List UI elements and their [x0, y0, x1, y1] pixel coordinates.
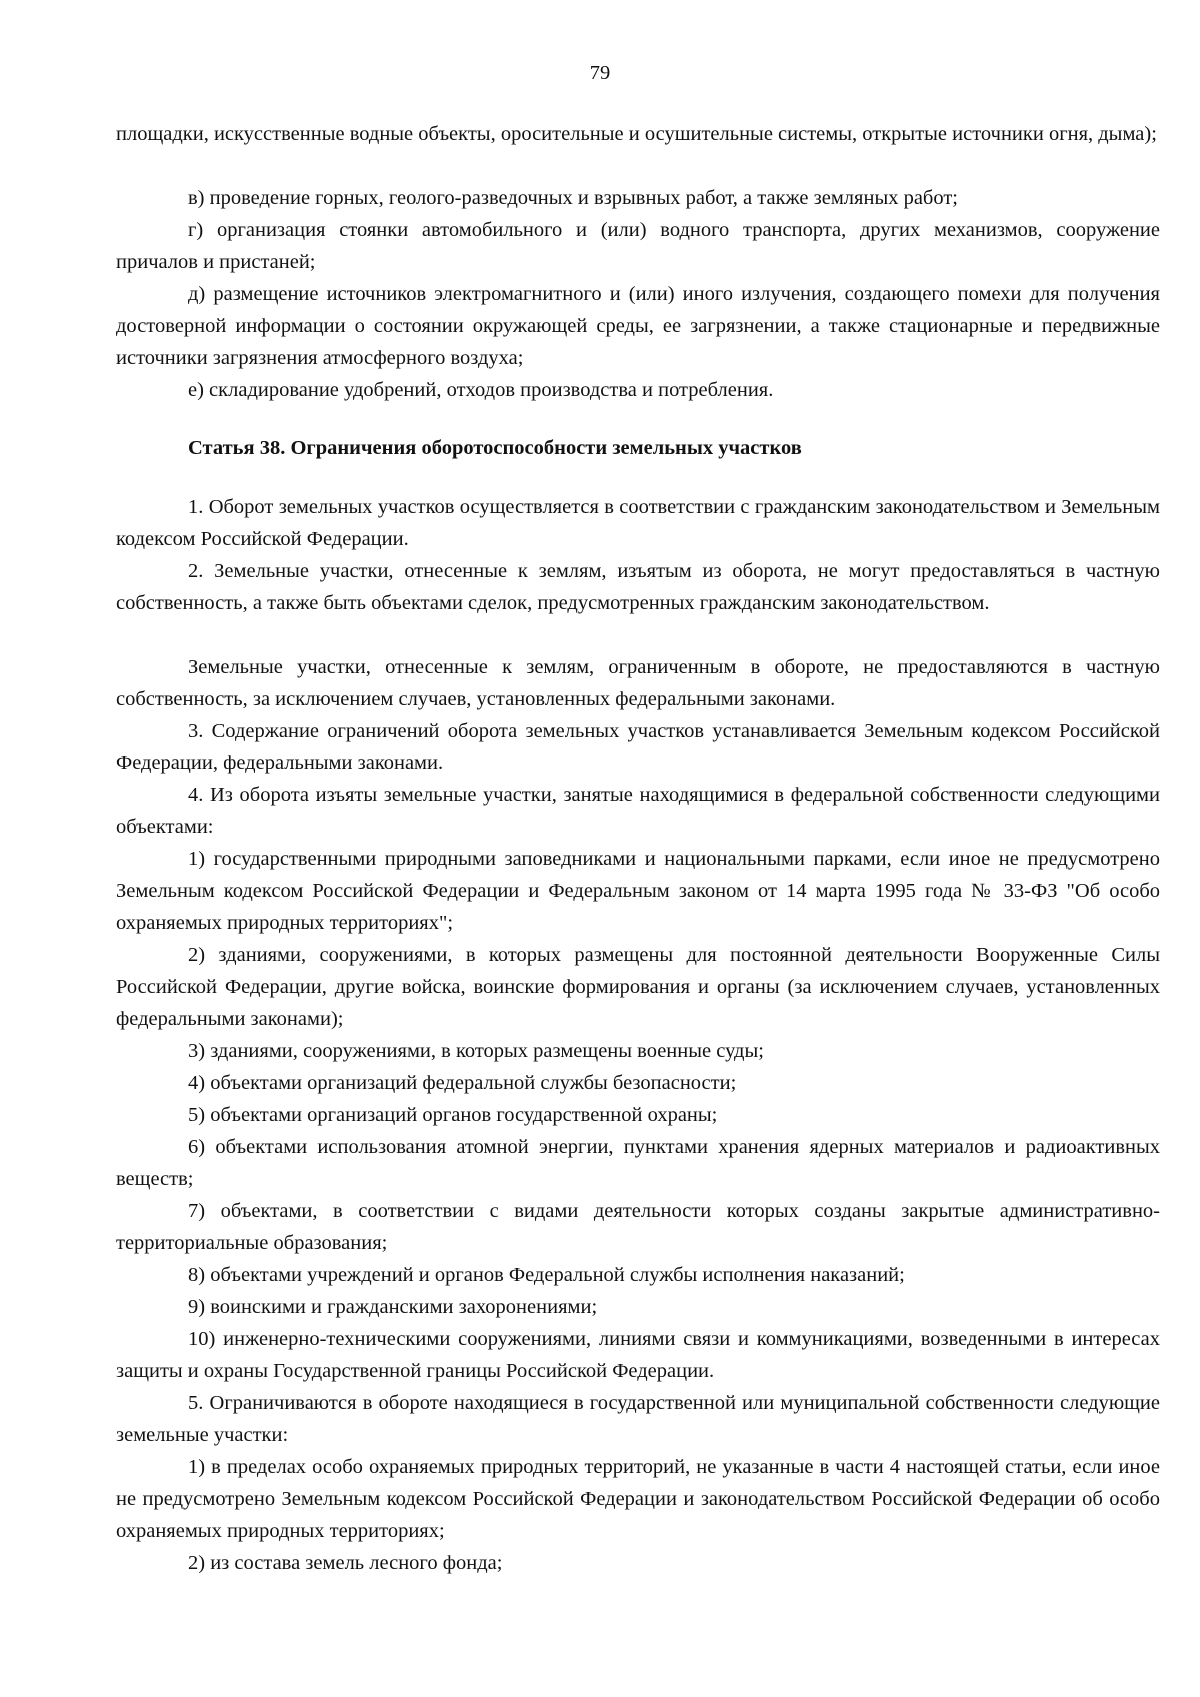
paragraph-part-1: 1. Оборот земельных участков осуществляется в соответствии с гражданским законодательством и Земельным кодексом Российской Федерации. [116, 496, 1160, 550]
paragraph-part-2-continued: Земельные участки, отнесенные к землям, ограниченным в обороте, не предоставляются в частную собственность, за исключением случаев, установленных федеральными законами. [116, 656, 1160, 710]
paragraph-item-e: е) складирование удобрений, отходов производства и потребления. [188, 379, 774, 401]
paragraph-item-v: в) проведение горных, геолого-разведочных и взрывных работ, а также земляных работ; [188, 187, 959, 209]
list-item-4-3: 3) зданиями, сооружениями, в которых размещены военные суды; [188, 1040, 764, 1062]
paragraph-item-g: г) организация стоянки автомобильного и (или) водного транспорта, других механизмов, сооружение причалов и пристаней; [116, 219, 1160, 273]
page-number: 79 [589, 62, 611, 84]
list-item-4-4: 4) объектами организаций федеральной службы безопасности; [188, 1072, 737, 1094]
paragraph-part-4: 4. Из оборота изъяты земельные участки, занятые находящимися в федеральной собственности следующими объектами: [116, 784, 1160, 838]
list-item-4-2: 2) зданиями, сооружениями, в которых размещены для постоянной деятельности Вооруженные Силы Российской Федерации, другие войска, воинские формирования и органы (за исключением случаев, установленных федеральными законами); [116, 944, 1160, 1030]
list-item-4-1: 1) государственными природными заповедниками и национальными парками, если иное не предусмотрено Земельным кодексом Российской Федерации и Федеральным законом от 14 марта 1995 года № 33-ФЗ "Об особо охраняемых природных территориях"; [116, 848, 1160, 934]
list-item-4-5: 5) объектами организаций органов государственной охраны; [188, 1104, 718, 1126]
paragraph-part-3: 3. Содержание ограничений оборота земельных участков устанавливается Земельным кодексом Российской Федерации, федеральными законами. [116, 720, 1160, 774]
list-item-5-2: 2) из состава земель лесного фонда; [188, 1552, 503, 1574]
list-item-5-1: 1) в пределах особо охраняемых природных территорий, не указанные в части 4 настоящей статьи, если иное не предусмотрено Земельным кодексом Российской Федерации и законодательством Российской Федерации об особо охраняемых природных территориях; [116, 1456, 1160, 1542]
paragraph-item-d: д) размещение источников электромагнитного и (или) иного излучения, создающего помехи для получения достоверной информации о состоянии окружающей среды, ее загрязнении, а также стационарные и передвижные источники загрязнения атмосферного воздуха; [116, 283, 1160, 369]
paragraph-part-5: 5. Ограничиваются в обороте находящиеся в государственной или муниципальной собственности следующие земельные участки: [116, 1392, 1160, 1446]
list-item-4-10: 10) инженерно-техническими сооружениями, линиями связи и коммуникациями, возведенными в интересах защиты и охраны Государственной границы Российской Федерации. [116, 1328, 1160, 1382]
paragraph-continuation: площадки, искусственные водные объекты, оросительные и осушительные системы, открытые источники огня, дыма); [116, 123, 1157, 145]
list-item-4-8: 8) объектами учреждений и органов Федеральной службы исполнения наказаний; [188, 1264, 905, 1286]
list-item-4-6: 6) объектами использования атомной энергии, пунктами хранения ядерных материалов и радиоактивных веществ; [116, 1136, 1160, 1190]
list-item-4-9: 9) воинскими и гражданскими захоронениями; [188, 1296, 598, 1318]
article-heading: Статья 38. Ограничения оборотоспособности земельных участков [188, 437, 802, 459]
paragraph-part-2: 2. Земельные участки, отнесенные к землям, изъятым из оборота, не могут предоставляться в частную собственность, а также быть объектами сделок, предусмотренных гражданским законодательством. [116, 560, 1160, 614]
list-item-4-7: 7) объектами, в соответствии с видами деятельности которых созданы закрытые административно-территориальные образования; [116, 1200, 1160, 1254]
